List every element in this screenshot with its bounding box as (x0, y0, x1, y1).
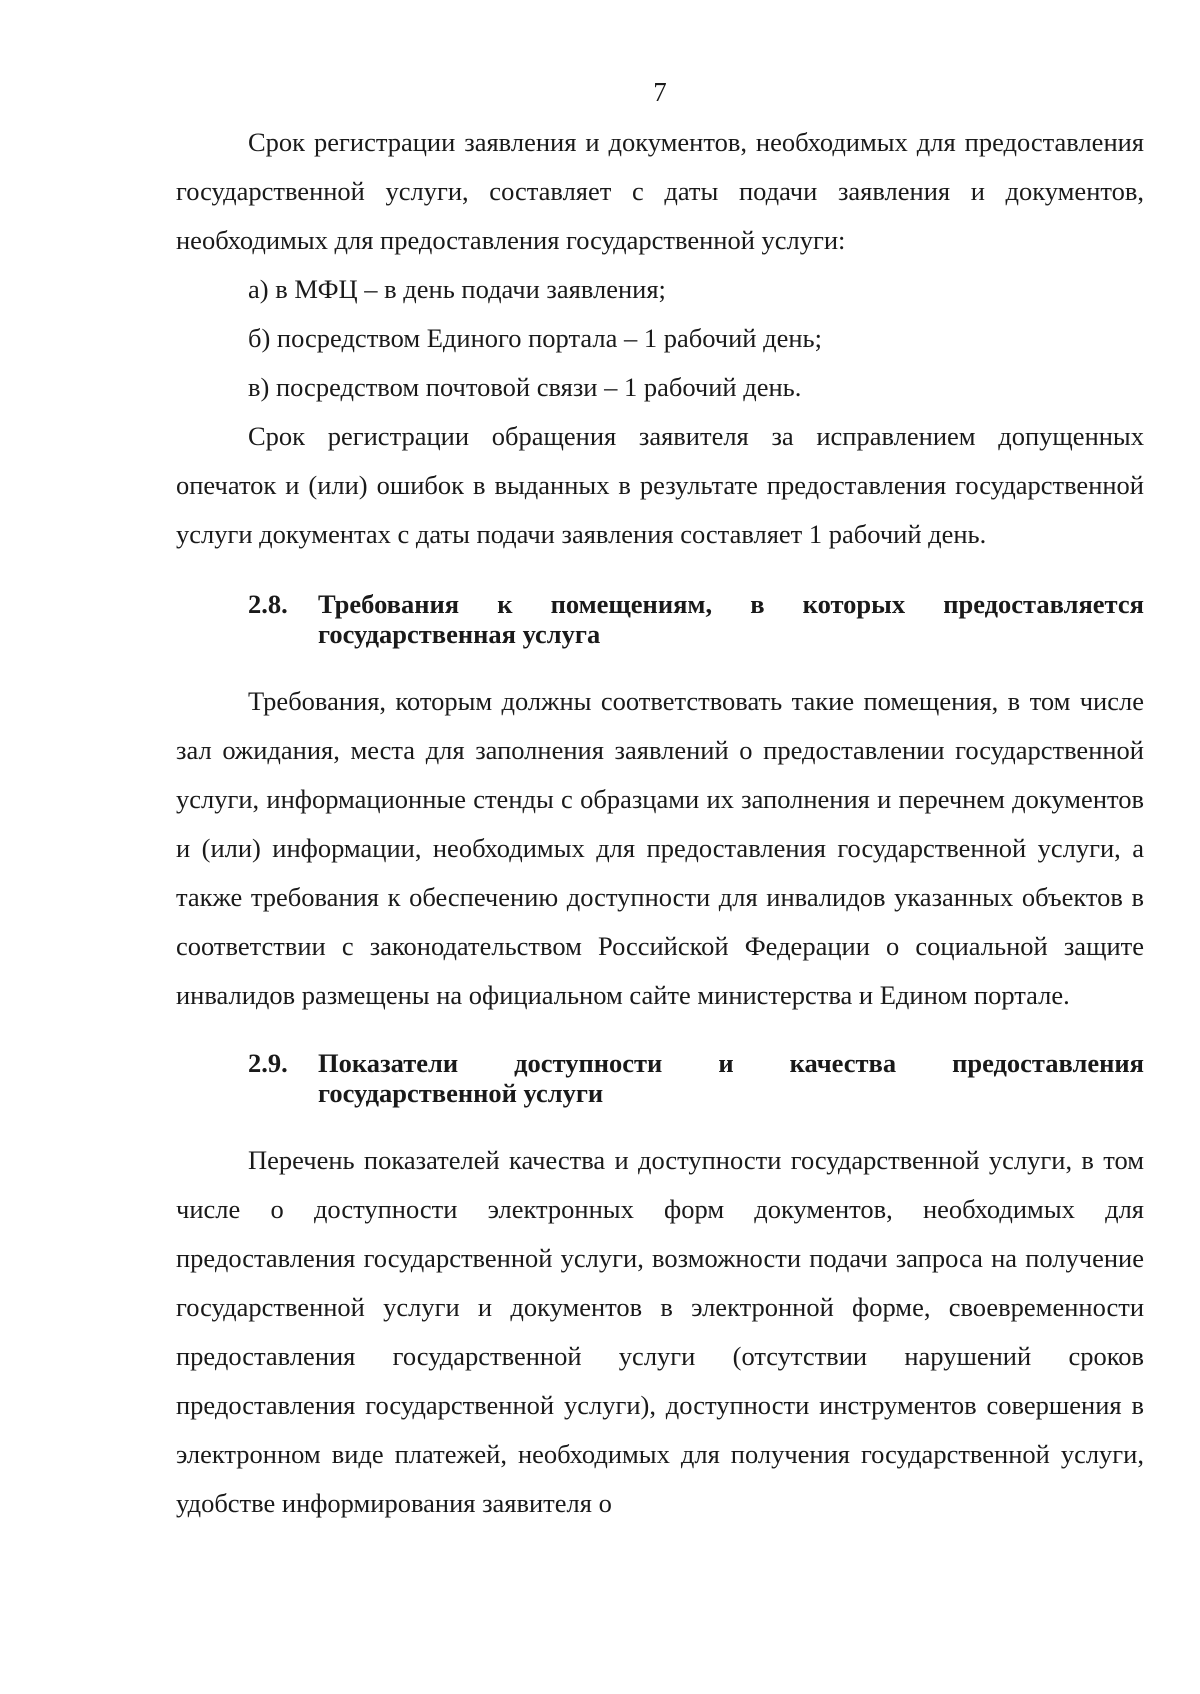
correction-term-paragraph: Срок регистрации обращения заявителя за исправлением допущенных опечаток и (или) ошибок в выданных в результате предоставления государственной услуги документах с даты подачи заявления составляет 1 рабочий день. (176, 421, 1144, 549)
section-title (318, 589, 1144, 649)
section-title-line: Показатели доступности и качества предоставления (318, 1048, 1144, 1078)
page-content (176, 118, 1144, 1528)
section-title-line: Требования к помещениям, в которых предоставляется (318, 589, 1144, 619)
section-title-line: государственной услуги (318, 1078, 604, 1108)
registration-term-paragraph: Срок регистрации заявления и документов, необходимых для предоставления государственной услуги, составляет с даты подачи заявления и документов, необходимых для предоставления государственной услуги: (176, 127, 1144, 255)
section-number: 2.8. (248, 589, 288, 619)
list-item: в) посредством почтовой связи – 1 рабочий день. (248, 372, 802, 402)
list-item: б) посредством Единого портала – 1 рабочий день; (248, 323, 822, 353)
section-heading-2-9 (176, 1048, 1144, 1108)
section-title (318, 1048, 1144, 1108)
list-item: а) в МФЦ – в день подачи заявления; (248, 274, 666, 304)
quality-indicators-paragraph: Перечень показателей качества и доступности государственной услуги, в том числе о доступности электронных форм документов, необходимых для предоставления государственной услуги, возможности подачи запроса на получение государственной услуги и документов в электронной форме, своевременности предоставления государственной услуги (отсутствии нарушений сроков предоставления государственной услуги), доступности инструментов совершения в электронном виде платежей, необходимых для получения государственной услуги, удобстве информирования заявителя о (176, 1145, 1144, 1518)
section-number: 2.9. (248, 1048, 288, 1078)
premises-requirements-paragraph: Требования, которым должны соответствовать такие помещения, в том числе зал ожидания, места для заполнения заявлений о предоставлении государственной услуги, информационные стенды с образцами их заполнения и перечнем документов и (или) информации, необходимых для предоставления государственной услуги, а также требования к обеспечению доступности для инвалидов указанных объектов в соответствии с законодательством Российской Федерации о социальной защите инвалидов размещены на официальном сайте министерства и Едином портале. (176, 686, 1144, 1010)
section-heading-2-8 (176, 589, 1144, 649)
section-title-line: государственная услуга (318, 619, 601, 649)
page-number: 7 (653, 77, 667, 107)
